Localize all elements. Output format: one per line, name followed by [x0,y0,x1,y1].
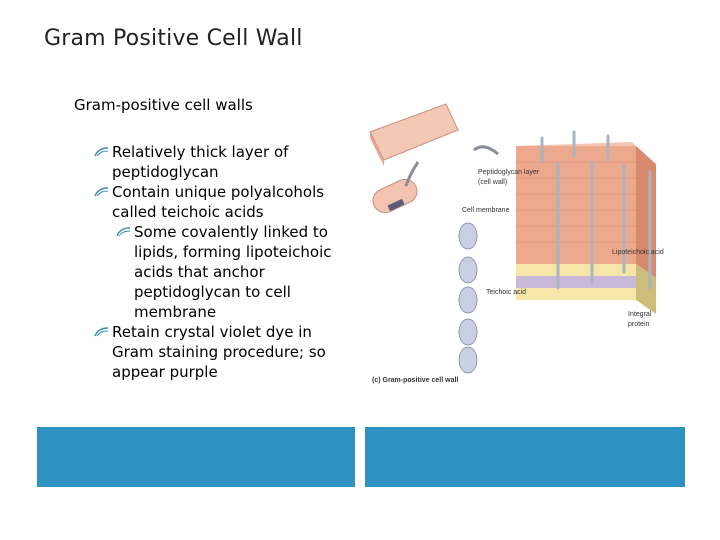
section-subtitle: Gram-positive cell walls [74,96,253,114]
bullet-list [94,142,356,382]
peptidoglycan-block [516,132,656,314]
label-lipoteichoic-acid: Lipoteichoic acid [612,249,664,256]
sub-bullet-item [116,222,356,322]
label-cell-membrane: Cell membrane [462,207,510,214]
bullet-item [94,322,356,382]
footer-band-left [37,427,355,487]
bullet-icon [116,226,132,238]
label-peptidoglycan: Peptidoglycan layer [478,169,540,176]
cell-wall-figure [366,102,682,396]
label-protein: protein [628,321,650,328]
teichoic-acid-chains [459,223,477,373]
bullet-text: Retain crystal violet dye in Gram staining procedure; so appear purple [112,323,326,381]
footer-band-right [365,427,685,487]
arrow-icon [474,147,498,154]
bullet-item [94,142,356,182]
bullet-text: Some covalently linked to lipids, forming lipoteichoic acids that anchor peptidoglycan to cell membrane [134,223,332,321]
label-integral: Integral [628,311,652,318]
slide-title: Gram Positive Cell Wall [44,26,303,51]
cell-wall-diagram [366,102,682,396]
bacterium-illustration [369,104,458,217]
label-teichoic-acid: Teichoic acid [486,289,527,296]
bullet-icon [94,186,110,198]
bullet-text: Contain unique polyalcohols called teichoic acids [112,183,325,221]
figure-caption: (c) Gram-positive cell wall [372,377,459,384]
bullet-icon [94,146,110,158]
label-cell-wall: (cell wall) [478,179,508,186]
bullet-item [94,182,356,222]
bullet-text: Relatively thick layer of peptidoglycan [112,143,289,181]
bullet-icon [94,326,110,338]
